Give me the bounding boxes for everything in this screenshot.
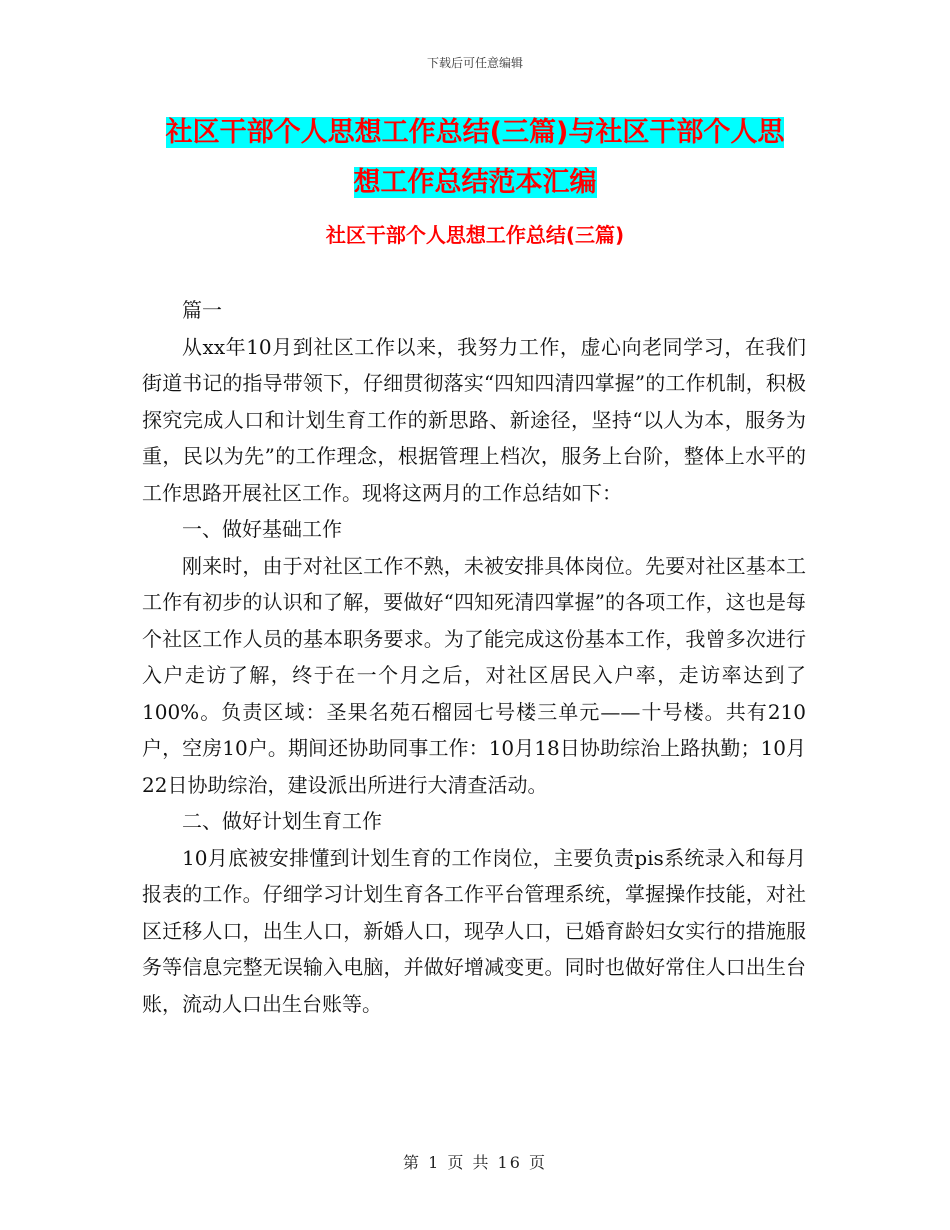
heading-basic-work: 一、做好基础工作	[182, 517, 342, 541]
section-title: 社区干部个人思想工作总结(三篇)	[325, 223, 625, 247]
heading-family-planning: 二、做好计划生育工作	[182, 809, 382, 833]
paragraph-basic-work: 刚来时，由于对社区工作不熟，未被安排具体岗位。先要对社区基本工工作有初步的认识和了解，要做好“四知死清四掌握”的各项工作，这也是每个社区工作人员的基本职务要求。为了能完成这份基本工作，我曾多次进行入户走访了解，终于在一个月之后，对社区居民入户率，走访率达到了100%。负责区域：圣果名苑石榴园七号楼三单元——十号楼。共有210户，空房10户。期间还协助同事工作：10月18日协助综治上路执勤；10月22日协助综治，建设派出所进行大清查活动。	[142, 553, 806, 797]
document-body	[142, 292, 806, 1022]
page-footer: 第 1 页 共 16 页	[403, 1153, 547, 1172]
paragraph-part-label: 篇一	[182, 298, 222, 322]
title-line-1: 社区干部个人思想工作总结(三篇)与社区干部个人思	[165, 117, 785, 148]
paragraph-family-planning: 10月底被安排懂到计划生育的工作岗位，主要负责pis系统录入和每月报表的工作。仔细学习计划生育各工作平台管理系统，掌握操作技能，对社区迁移人口，出生人口，新婚人口，现孕人口，已婚育龄妇女实行的措施服务等信息完整无误输入电脑，并做好增减变更。同时也做好常住人口出生台账，流动人口出生台账等。	[142, 845, 806, 1016]
title-line-2: 想工作总结范本汇编	[353, 167, 597, 198]
header-note: 下载后可任意编辑	[426, 56, 523, 70]
document-title	[120, 108, 830, 208]
paragraph-intro: 从xx年10月到社区工作以来，我努力工作，虚心向老同学习，在我们街道书记的指导带领下，仔细贯彻落实“四知四清四掌握”的工作机制，积极探究完成人口和计划生育工作的新思路、新途径，坚持“以人为本，服务为重，民以为先”的工作理念，根据管理上档次，服务上台阶，整体上水平的工作思路开展社区工作。现将这两月的工作总结如下：	[142, 334, 806, 505]
